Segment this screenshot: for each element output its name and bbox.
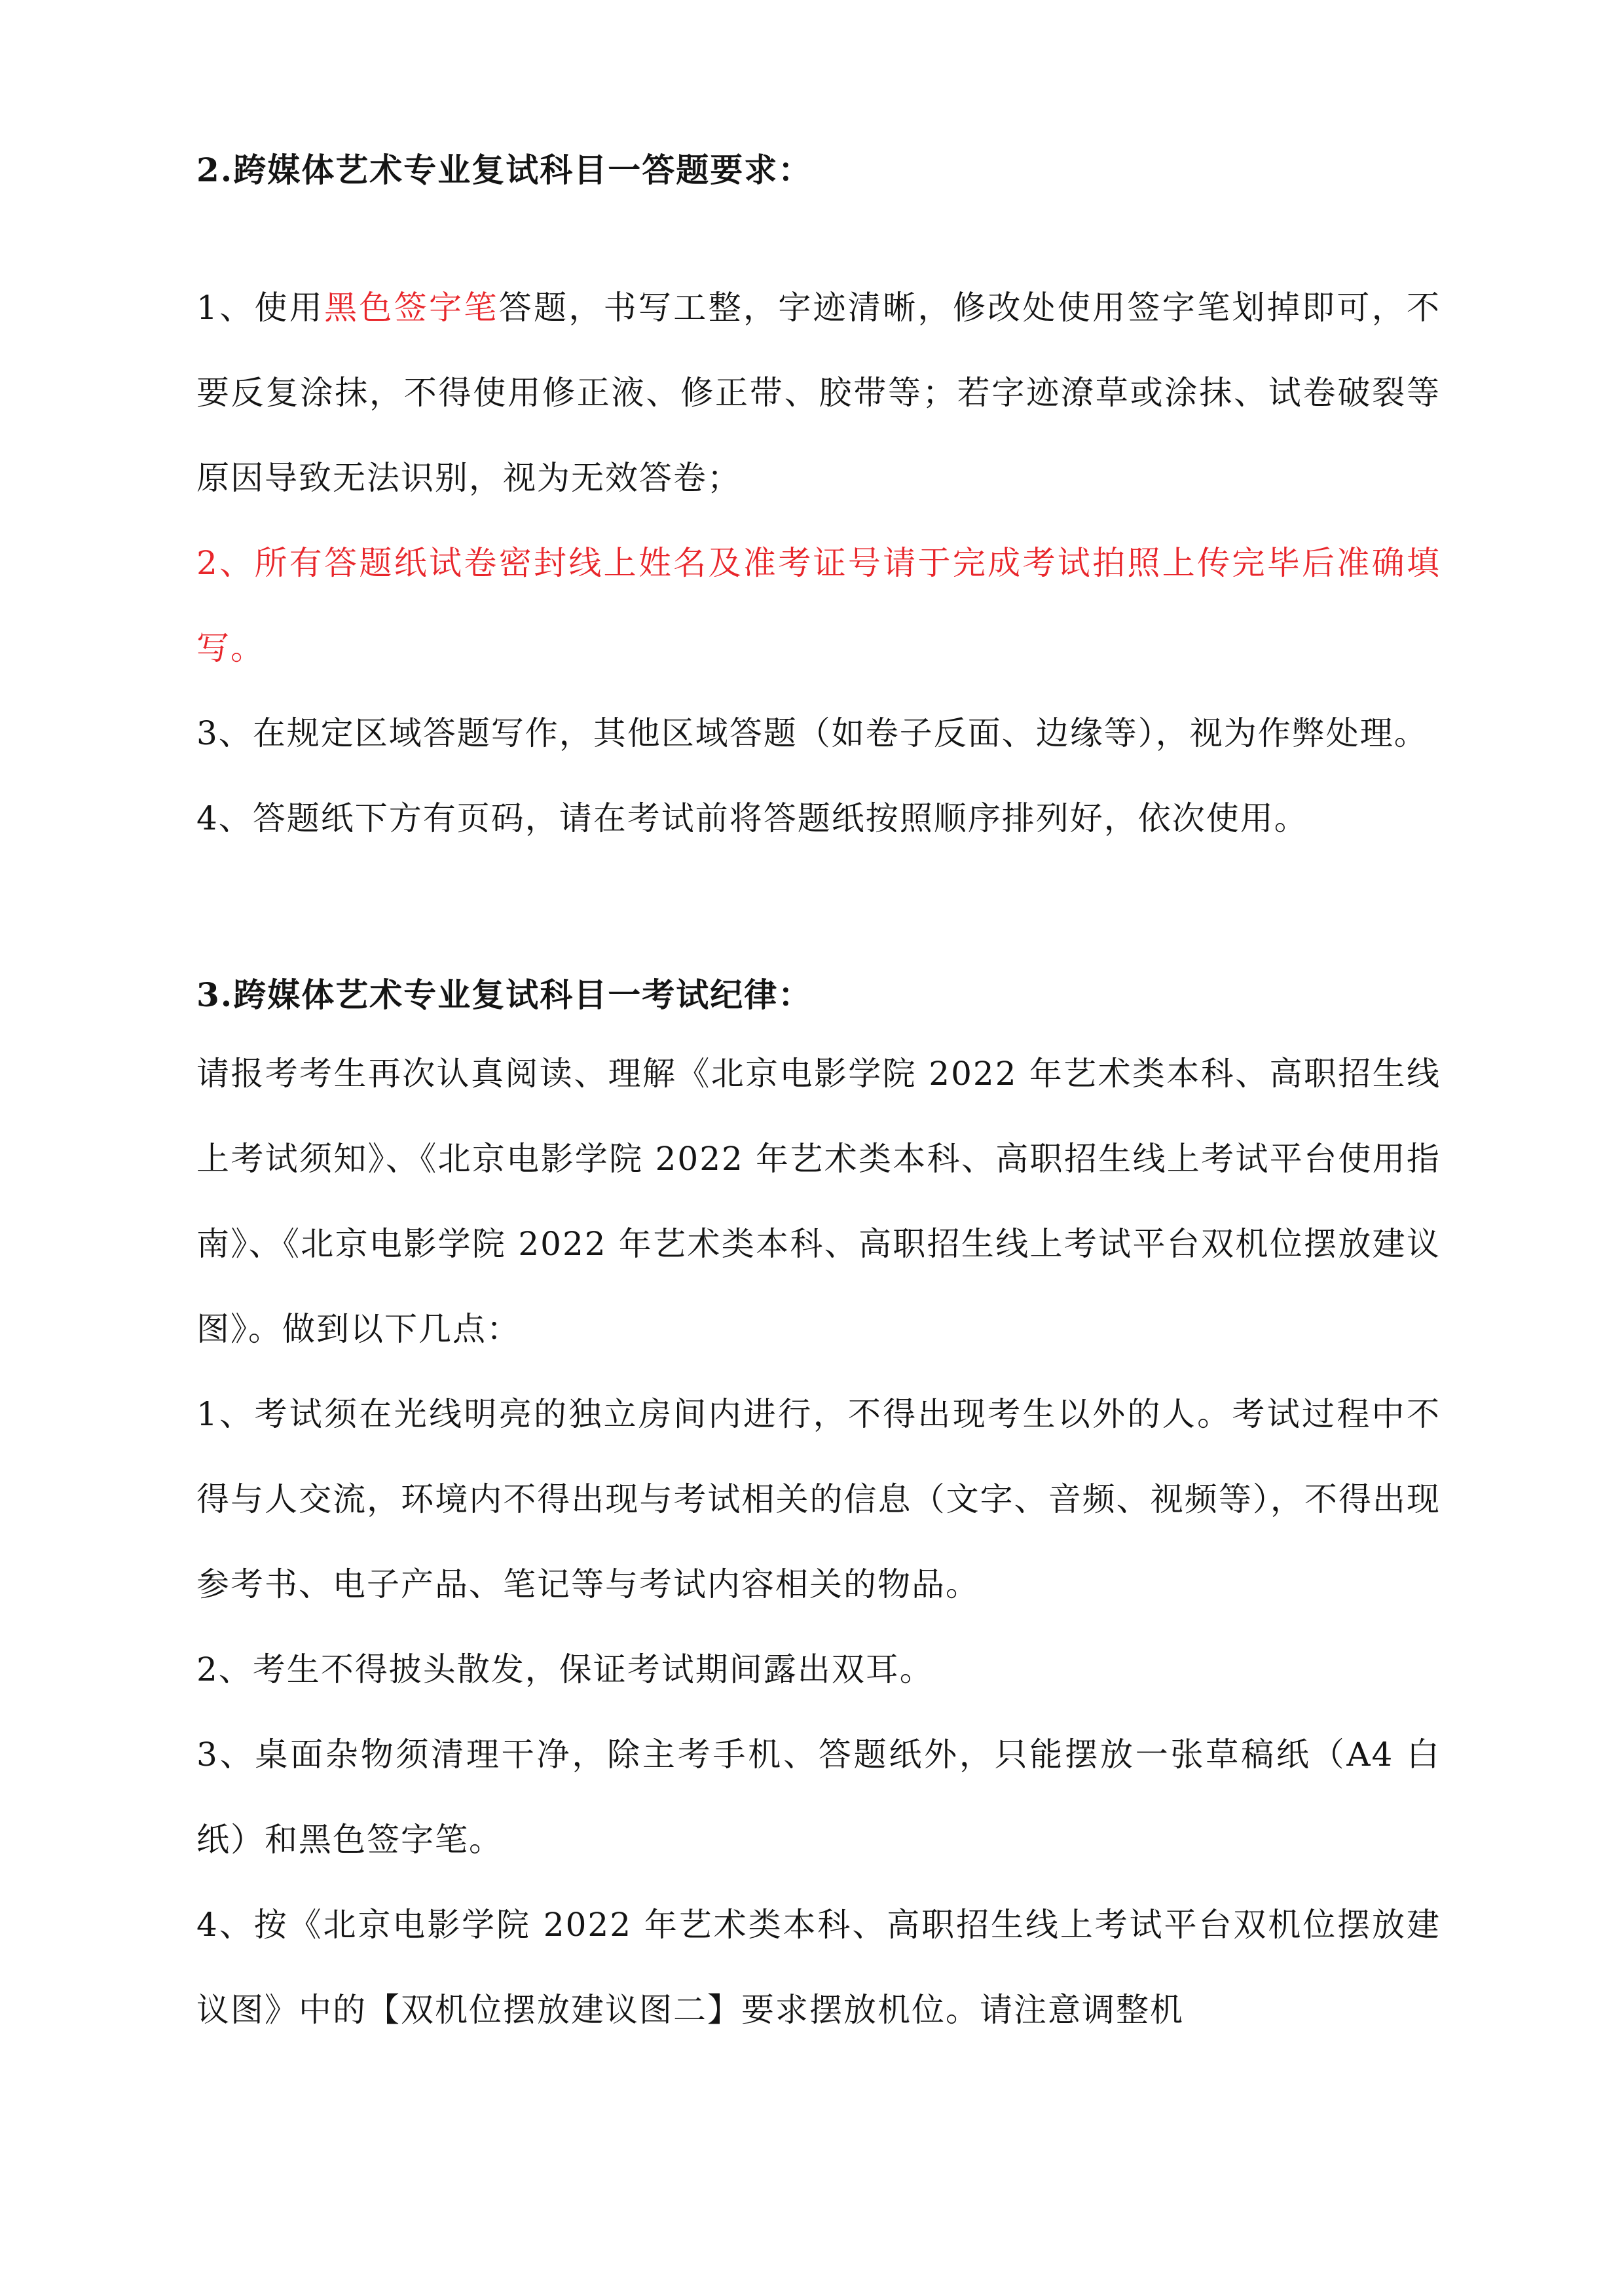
section-3-item-3: 3、桌面杂物须清理干净，除主考手机、答题纸外，只能摆放一张草稿纸（A4 白纸）和黑色签字笔。 bbox=[196, 1736, 1441, 1859]
section-2-item-2-highlight: 所有答题纸试卷密封线上姓名及准考证号请于完成考试拍照上传完毕后准确填写。 bbox=[196, 544, 1441, 667]
section-2-item-4: 4、答题纸下方有页码，请在考试前将答题纸按照顺序排列好，依次使用。 bbox=[196, 799, 1308, 837]
section-2-item-1-highlight: 黑色签字笔 bbox=[324, 289, 499, 327]
section-2-item-1-text: 答题，书写工整，字迹清晰，修改处使用签字笔划掉即可，不要反复涂抹，不得使用修正液、修正带、胶带等；若字迹潦草或涂抹、试卷破裂等原因导致无法识别，视为无效答卷； bbox=[196, 289, 1441, 497]
section-2-heading: 2.跨媒体艺术专业复试科目一答题要求： bbox=[196, 151, 813, 189]
spacer bbox=[196, 206, 1441, 265]
section-3-item-2: 2、考生不得披头散发，保证考试期间露出双耳。 bbox=[196, 1650, 934, 1688]
section-2-item-2-prefix: 2、 bbox=[196, 544, 255, 582]
section-3-item-4: 4、按《北京电影学院 2022 年艺术类本科、高职招生线上考试平台双机位摆放建议图》中的【双机位摆放建议图二】要求摆放机位。请注意调整机 bbox=[196, 1906, 1441, 2029]
section-3-item-1: 1、考试须在光线明亮的独立房间内进行，不得出现考生以外的人。考试过程中不得与人交流，环境内不得出现与考试相关的信息（文字、音频、视频等），不得出现参考书、电子产品、笔记等与考试内容相关的物品。 bbox=[196, 1395, 1441, 1603]
section-2-item-3: 3、在规定区域答题写作，其他区域答题（如卷子反面、边缘等），视为作弊处理。 bbox=[196, 714, 1428, 752]
section-3-heading: 3.跨媒体艺术专业复试科目一考试纪律： bbox=[196, 975, 813, 1014]
section-3-intro: 请报考考生再次认真阅读、理解《北京电影学院 2022 年艺术类本科、高职招生线上考试须知》、《北京电影学院 2022 年艺术类本科、高职招生线上考试平台使用指南》、《北京电影学院 2022 年艺术类本科、高职招生线上考试平台双机位摆放建议图》。做到以下几点： bbox=[196, 1055, 1441, 1348]
section-2-item-2 bbox=[196, 520, 1441, 691]
section-2-item-1-prefix: 1、使用 bbox=[196, 289, 325, 327]
spacer bbox=[196, 861, 1441, 959]
section-2-item-1 bbox=[196, 265, 1441, 520]
document-body bbox=[196, 134, 1441, 2052]
